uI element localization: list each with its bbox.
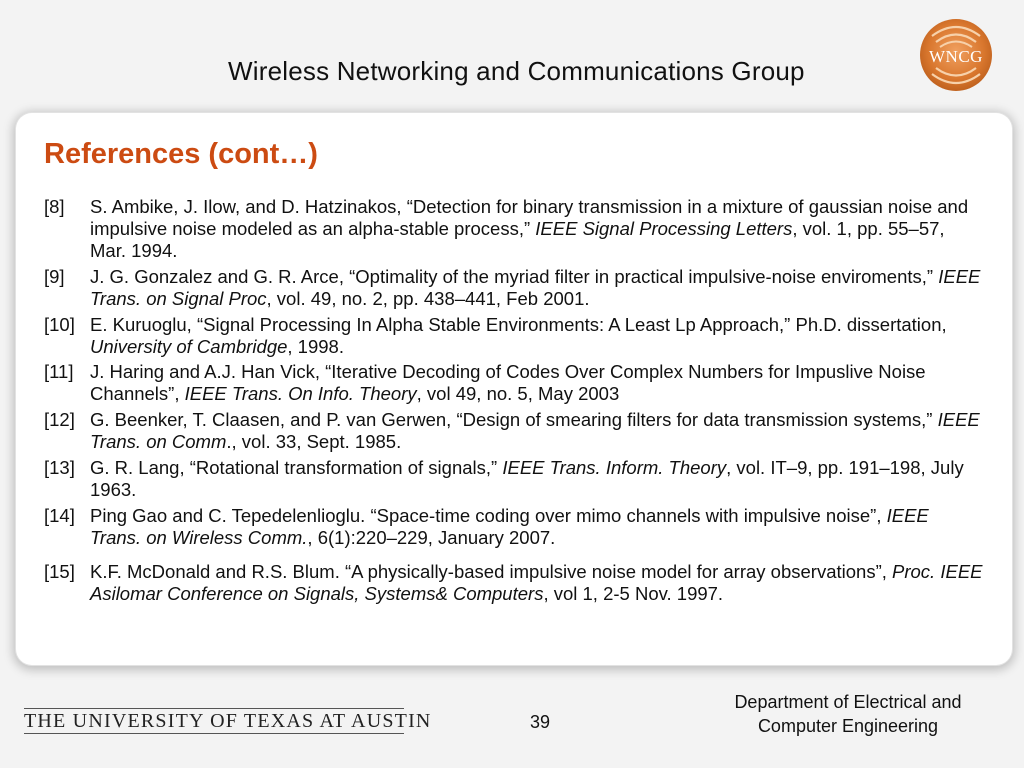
reference-publication: IEEE Trans. on Signal Proc <box>90 265 981 309</box>
reference-item <box>44 457 984 501</box>
university-name: THE UNIVERSITY OF TEXAS AT AUSTIN <box>24 710 432 732</box>
reference-list <box>44 196 984 609</box>
reference-text: G. Beenker, T. Claasen, and P. van Gerwen, “Design of smearing filters for data transmission systems,” <box>90 409 938 431</box>
reference-details: , 6(1):220–229, January 2007. <box>307 526 556 548</box>
svg-text:WNCG: WNCG <box>929 47 983 66</box>
group-title: Wireless Networking and Communications Group <box>228 56 805 86</box>
reference-item <box>44 266 984 310</box>
reference-number: [15] <box>44 560 75 582</box>
reference-text: J. Haring and A.J. Han Vick, “Iterative Decoding of Codes Over Complex Numbers for Impuslive Noise Channels”, <box>90 361 926 405</box>
reference-number: [10] <box>44 313 75 335</box>
reference-number: [13] <box>44 456 75 478</box>
reference-item <box>44 409 984 453</box>
department-line-1: Department of Electrical and <box>734 692 962 712</box>
reference-text: G. R. Lang, “Rotational transformation of signals,” <box>90 456 503 478</box>
reference-item <box>44 505 984 549</box>
department-name <box>700 690 996 738</box>
reference-text: K.F. McDonald and R.S. Blum. “A physically-based impulsive noise model for array observations”, <box>90 560 893 582</box>
reference-details: ., vol. 33, Sept. 1985. <box>226 431 402 453</box>
reference-number: [8] <box>44 196 65 217</box>
reference-item <box>44 196 984 262</box>
university-wordmark <box>24 708 432 734</box>
wncg-logo-icon <box>918 12 994 98</box>
reference-details: , vol. 1, pp. 55–57, Mar. 1994. <box>90 218 945 261</box>
reference-details: , vol 1, 2-5 Nov. 1997. <box>543 582 724 604</box>
reference-number: [9] <box>44 265 65 287</box>
slide-title: References (cont…) <box>44 138 318 170</box>
reference-text: S. Ambike, J. Ilow, and D. Hatzinakos, “Detection for binary transmission in a mixture of gaussian noise and impulsive noise modeled as an alpha-stable process,” <box>90 196 969 239</box>
reference-publication: Proc. IEEE Asilomar Conference on Signals, Systems& Computers <box>90 560 983 604</box>
reference-publication: University of Cambridge <box>90 335 288 357</box>
reference-publication: IEEE Signal Processing Letters <box>535 218 793 239</box>
reference-publication: IEEE Trans. on Comm <box>90 409 980 453</box>
reference-details: , 1998. <box>287 335 344 357</box>
reference-details: , vol. IT–9, pp. 191–198, July 1963. <box>90 456 964 500</box>
reference-number: [14] <box>44 504 75 526</box>
reference-publication: IEEE Trans. Inform. Theory <box>502 456 727 478</box>
department-line-2: Computer Engineering <box>757 716 939 736</box>
reference-number: [12] <box>44 409 75 431</box>
reference-details: , vol 49, no. 5, May 2003 <box>416 383 620 405</box>
reference-publication: IEEE Trans. On Info. Theory <box>184 383 417 405</box>
reference-item <box>44 314 984 358</box>
reference-text: Ping Gao and C. Tepedelenlioglu. “Space-time coding over mimo channels with impulsive noise”, <box>90 504 887 526</box>
wncg-logo <box>918 12 994 98</box>
reference-details: , vol. 49, no. 2, pp. 438–441, Feb 2001. <box>266 287 590 309</box>
reference-text: J. G. Gonzalez and G. R. Arce, “Optimality of the myriad filter in practical impulsive-noise enviroments,” <box>90 265 939 287</box>
reference-text: E. Kuruoglu, “Signal Processing In Alpha Stable Environments: A Least Lp Approach,” Ph.D. dissertation, <box>90 313 947 335</box>
page-number: 39 <box>529 712 551 732</box>
reference-item <box>44 561 984 605</box>
reference-number: [11] <box>44 361 74 383</box>
reference-item <box>44 361 984 405</box>
reference-publication: IEEE Trans. on Wireless Comm. <box>90 504 929 548</box>
